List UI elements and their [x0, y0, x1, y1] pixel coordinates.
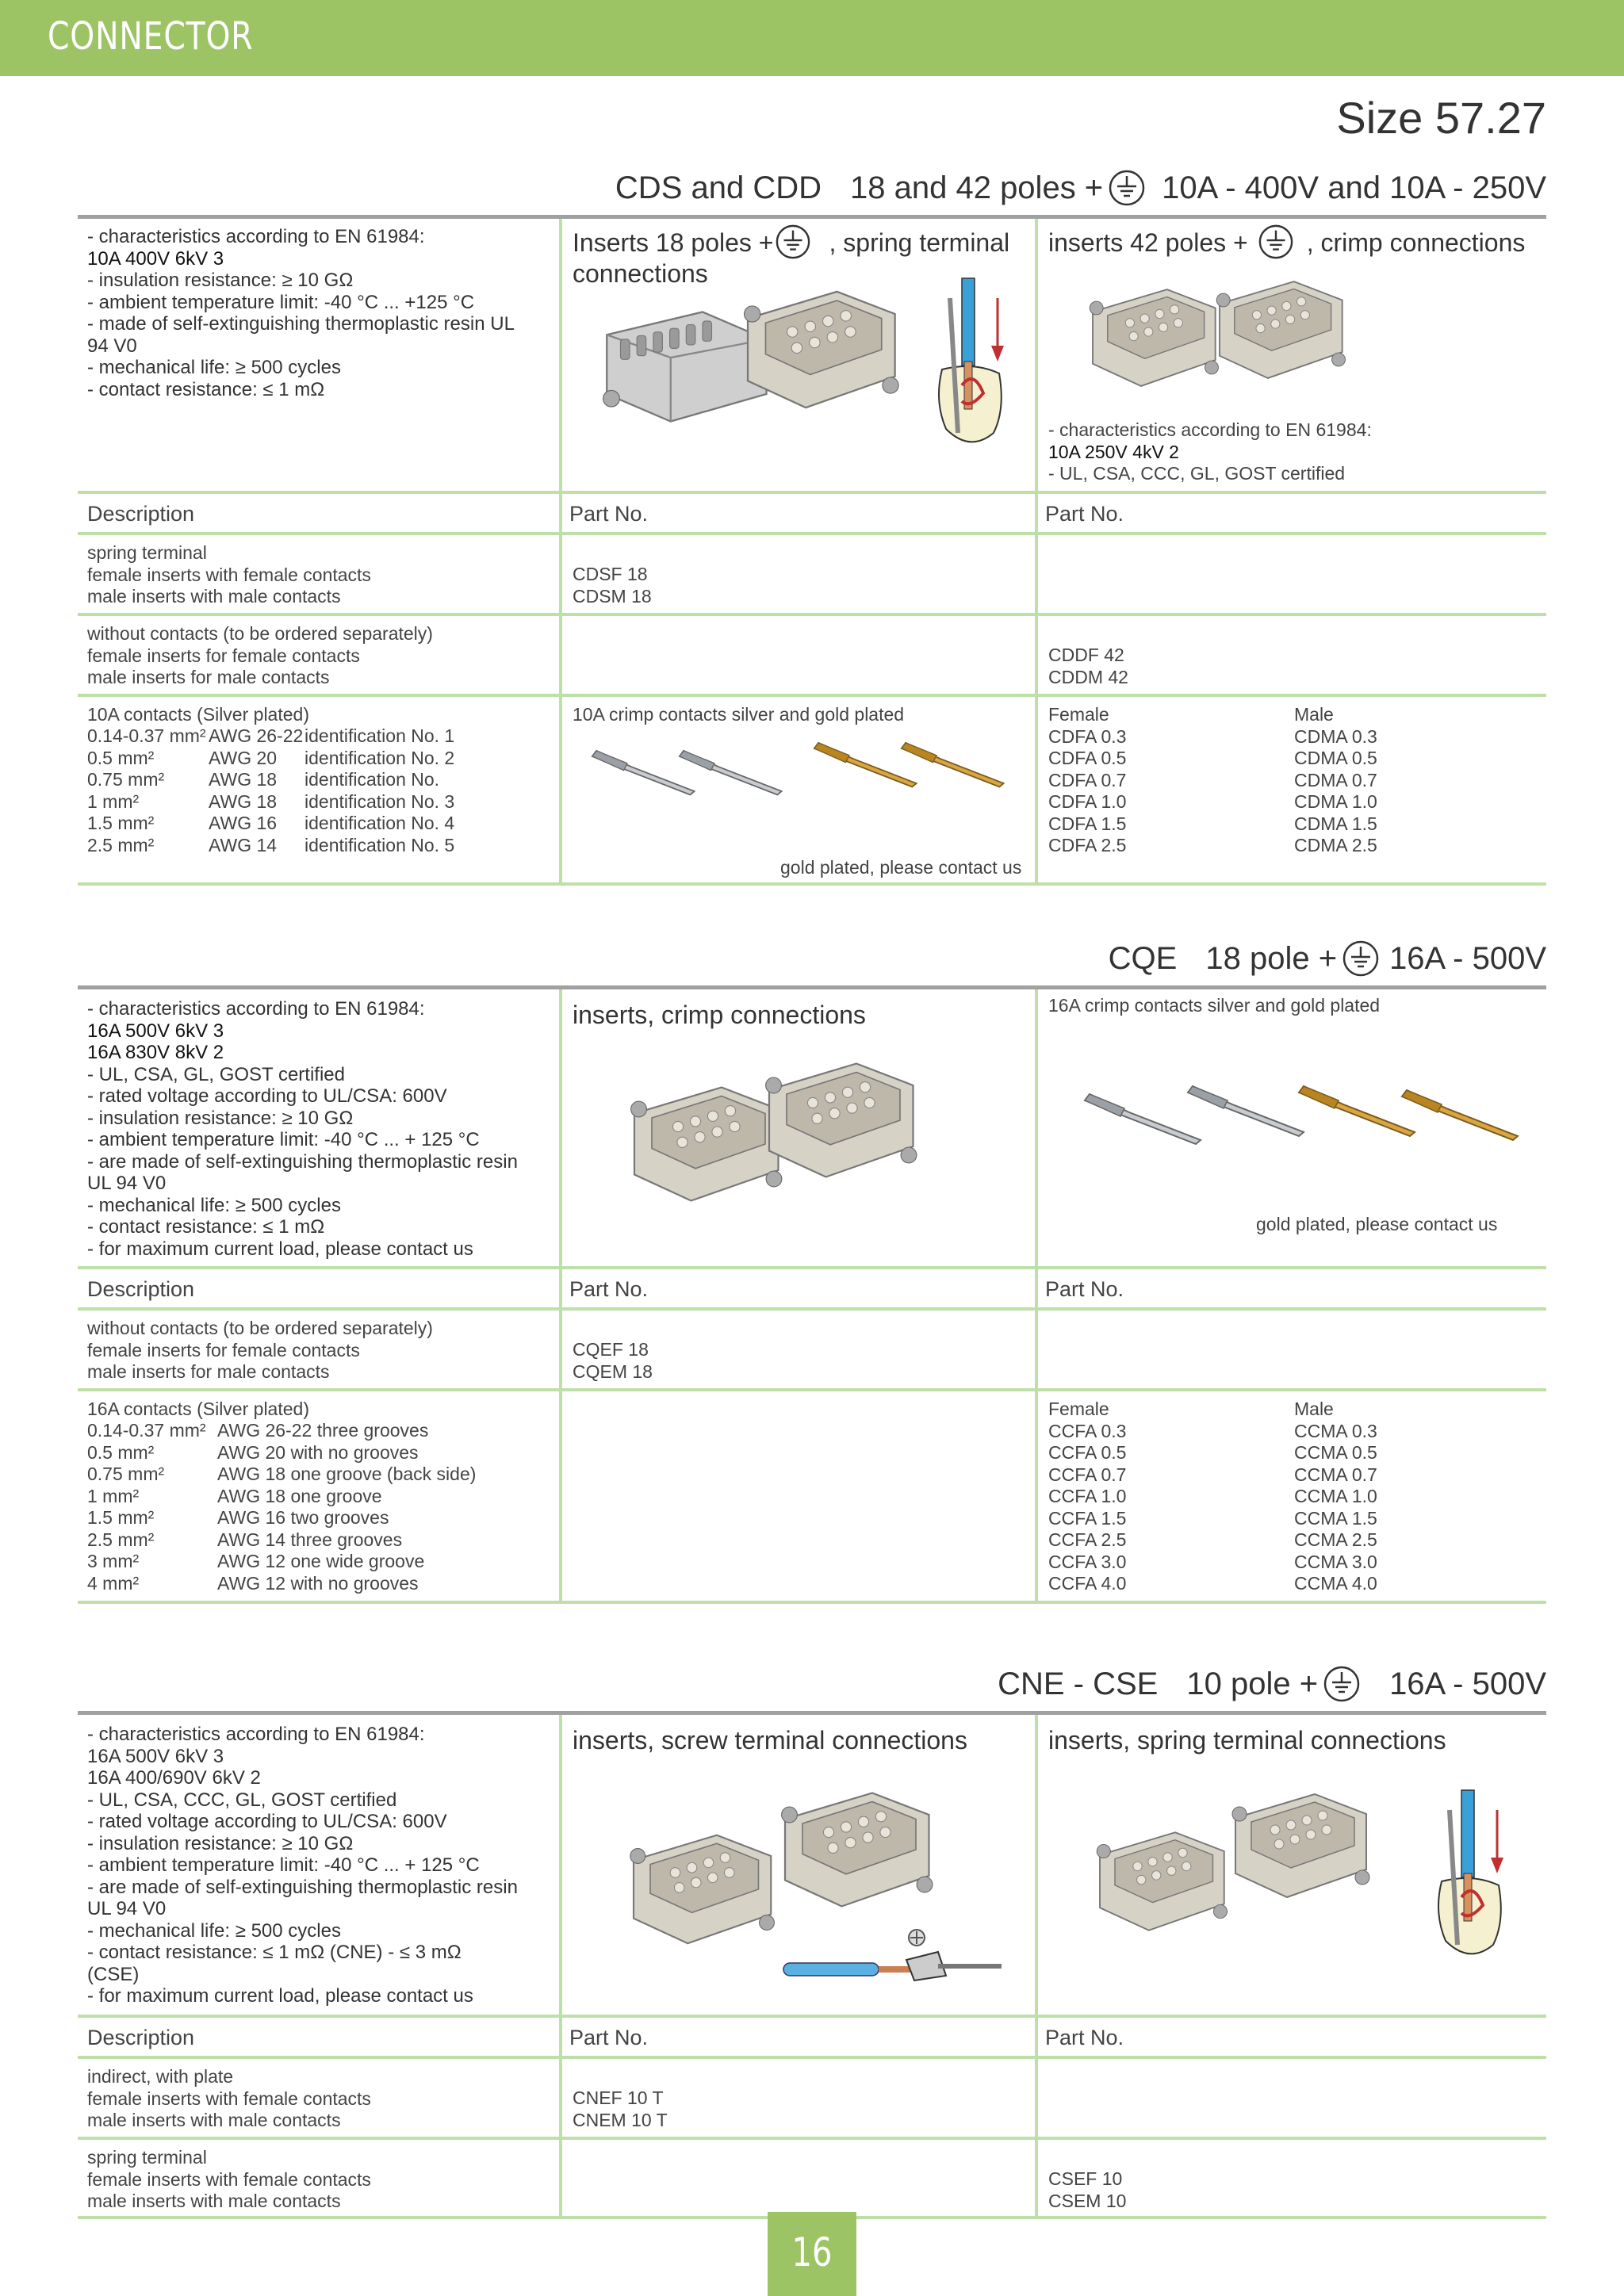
section1-table — [78, 215, 1546, 886]
section1-heading-rating: 10A - 400V and 10A - 250V — [1162, 170, 1546, 205]
section3-row1-description: indirect, with plate female inserts with female contacts male inserts with male contacts — [87, 2066, 371, 2130]
earth-ground-icon — [1258, 224, 1294, 260]
section2-row1-description: without contacts (to be ordered separately) female inserts for female contacts male inserts for male contacts — [87, 1318, 433, 1382]
earth-ground-icon — [1342, 939, 1380, 978]
section1-row3-mid-title: 10A crimp contacts silver and gold plated — [573, 704, 905, 725]
section1-right-notes: - characteristics according to EN 61984: 10A 250V 4kV 2 - UL, CSA, CCC, GL, GOST certified — [1048, 419, 1372, 484]
section3-right-heading: inserts, spring terminal connections — [1048, 1726, 1446, 1755]
earth-ground-icon — [775, 224, 811, 260]
gold-male-contact-image — [1394, 1077, 1529, 1156]
section1-row3-awg: AWG 26-22 AWG 20 AWG 18 AWG 18 AWG 16 AWG 14 — [209, 725, 304, 855]
section1-row3-mid-note: gold plated, please contact us — [780, 857, 1022, 878]
section2-row2-title: 16A contacts (Silver plated) — [87, 1399, 309, 1419]
section2-right-note: gold plated, please contact us — [1256, 1214, 1498, 1234]
section2-table — [78, 985, 1546, 1604]
section1-row3-ident: identification No. 1 identification No. 2 identification No. identification No. 3 identification No. 4 identification No. 5 — [304, 725, 455, 855]
header-title: CONNECTOR — [48, 14, 254, 59]
section3-heading-rating: 16A - 500V — [1389, 1666, 1546, 1701]
section3-col-description: Description — [87, 2026, 195, 2049]
section2-mid-heading: inserts, crimp connections — [573, 1001, 866, 1029]
section1-heading — [615, 169, 1546, 207]
section3-col-partno-2: Part No. — [1045, 2026, 1124, 2049]
section1-row3-title: 10A contacts (Silver plated) — [87, 704, 309, 725]
male-insert-image — [768, 1774, 942, 1925]
section3-row1-parts: CNEF 10 T CNEM 10 T — [573, 2087, 668, 2130]
section1-row1-description: spring terminal female inserts with female contacts male inserts with male contacts — [87, 542, 371, 607]
section2-right-heading: 16A crimp contacts silver and gold plated — [1048, 995, 1381, 1016]
section1-col-partno-2: Part No. — [1045, 502, 1124, 526]
section1-row1-parts: CDSF 18 CDSM 18 — [573, 564, 652, 607]
header-bar — [0, 0, 1624, 76]
section3-row2-parts: CSEF 10 CSEM 10 — [1048, 2168, 1127, 2211]
section3-heading-poles: 10 pole + — [1186, 1666, 1319, 1701]
female-insert-spring-image — [1085, 1814, 1235, 1949]
section2-specs: - characteristics according to EN 61984: 16A 500V 6kV 3 16A 830V 8kV 2 - UL, CSA, GL, GOST certified - rated voltage according to UL/CSA: 600V - insulation resistance: ≥ 10 GΩ - ambient temperature limit: -40 °C ... + 125 °C - are made of self-extinguishing thermoplastic resin UL 94 V0 - mechanical life: ≥ 500 cycles - contact resistance: ≤ 1 mΩ - for maximum current load, please contact us — [87, 998, 518, 1260]
section2-heading — [1109, 939, 1546, 978]
male-insert-42-image — [1204, 270, 1354, 389]
section2-row2-sizes: 0.14-0.37 mm² 0.5 mm² 0.75 mm² 1 mm² 1.5 mm² 2.5 mm² 3 mm² 4 mm² — [87, 1420, 206, 1594]
female-insert-image — [617, 1814, 783, 1965]
screw-terminal-wire-image — [779, 1925, 1009, 1988]
spring-terminal-diagram — [1426, 1782, 1513, 1973]
section3-col-partno-1: Part No. — [569, 2026, 649, 2049]
male-insert-image — [752, 1041, 926, 1200]
male-insert-image — [728, 278, 910, 421]
section1-row3-sizes: 0.14-0.37 mm² 0.5 mm² 0.75 mm² 1 mm² 1.5 mm² 2.5 mm² — [87, 725, 206, 855]
section1-mid-heading: Inserts 18 poles + , spring terminal connections — [573, 229, 1009, 287]
section3-specs: - characteristics according to EN 61984: 16A 500V 6kV 3 16A 400/690V 6kV 2 - UL, CSA, CCC, GL, GOST certified - rated voltage according to UL/CSA: 600V - insulation resistance: ≥ 10 GΩ - ambient temperature limit: -40 °C ... + 125 °C - are made of self-extinguishing thermoplastic resin UL 94 V0 - mechanical life: ≥ 500 cycles - contact resistance: ≤ 1 mΩ (CNE) - ≤ 3 mΩ (CSE) - for maximum current load, please contact us — [87, 1724, 518, 2007]
page-number: 16 — [791, 2229, 833, 2275]
section1-male-parts: Male CDMA 0.3 CDMA 0.5 CDMA 0.7 CDMA 1.0 CDMA 1.5 CDMA 2.5 — [1294, 704, 1377, 855]
section1-right-heading: inserts 42 poles + , crimp connections — [1048, 229, 1525, 260]
section2-row1-parts: CQEF 18 CQEM 18 — [573, 1339, 653, 1382]
section1-heading-poles: 18 and 42 poles + — [850, 170, 1104, 205]
section2-male-parts: Male CCMA 0.3 CCMA 0.5 CCMA 0.7 CCMA 1.0 CCMA 1.5 CCMA 2.5 CCMA 3.0 CCMA 4.0 — [1294, 1399, 1377, 1594]
section3-mid-heading: inserts, screw terminal connections — [573, 1726, 967, 1755]
earth-ground-icon — [1323, 1665, 1361, 1703]
section1-specs: - characteristics according to EN 61984: 10A 400V 6kV 3 - insulation resistance: ≥ 10 GΩ - ambient temperature limit: -40 °C ... +125 °C - made of self-extinguishing thermoplastic resin UL 94 V0 - mechanical life: ≥ 500 cycles - contact resistance: ≤ 1 mΩ — [87, 226, 515, 400]
section2-female-parts: Female CCFA 0.3 CCFA 0.5 CCFA 0.7 CCFA 1.0 CCFA 1.5 CCFA 2.5 CCFA 3.0 CCFA 4.0 — [1048, 1399, 1127, 1594]
section2-heading-rating: 16A - 500V — [1389, 940, 1546, 976]
section3-row2-description: spring terminal female inserts with female contacts male inserts with male contacts — [87, 2147, 371, 2211]
section3-table — [78, 1711, 1546, 2219]
section3-heading-series: CNE - CSE — [998, 1666, 1159, 1701]
male-insert-spring-image — [1220, 1774, 1378, 1917]
section2-heading-poles: 18 pole + — [1205, 940, 1338, 976]
section2-col-description: Description — [87, 1277, 195, 1301]
earth-ground-icon — [1108, 169, 1146, 207]
section2-heading-series: CQE — [1108, 940, 1178, 976]
section3-heading — [998, 1665, 1546, 1703]
section1-female-parts: Female CDFA 0.3 CDFA 0.5 CDFA 0.7 CDFA 1.0 CDFA 1.5 CDFA 2.5 — [1048, 704, 1127, 855]
section1-col-partno-1: Part No. — [569, 502, 649, 526]
page-number-badge — [768, 2212, 856, 2296]
section2-row2-awg: AWG 26-22 three grooves AWG 20 with no grooves AWG 18 one groove (back side) AWG 18 one groove AWG 16 two grooves AWG 14 three grooves AWG 12 one wide groove AWG 12 with no grooves — [217, 1420, 477, 1594]
section1-heading-series: CDS and CDD — [615, 170, 822, 205]
section1-row2-parts: CDDF 42 CDDM 42 — [1048, 645, 1128, 687]
section1-row2-description: without contacts (to be ordered separately) female inserts for female contacts male inserts for male contacts — [87, 623, 433, 687]
size-title: Size 57.27 — [1336, 93, 1546, 143]
silver-male-contact-image — [672, 738, 791, 809]
gold-male-contact-image — [894, 730, 1013, 802]
section2-col-partno-1: Part No. — [569, 1277, 649, 1301]
section1-col-description: Description — [87, 502, 195, 526]
spring-terminal-diagram — [926, 274, 1013, 457]
section2-col-partno-2: Part No. — [1045, 1277, 1124, 1301]
